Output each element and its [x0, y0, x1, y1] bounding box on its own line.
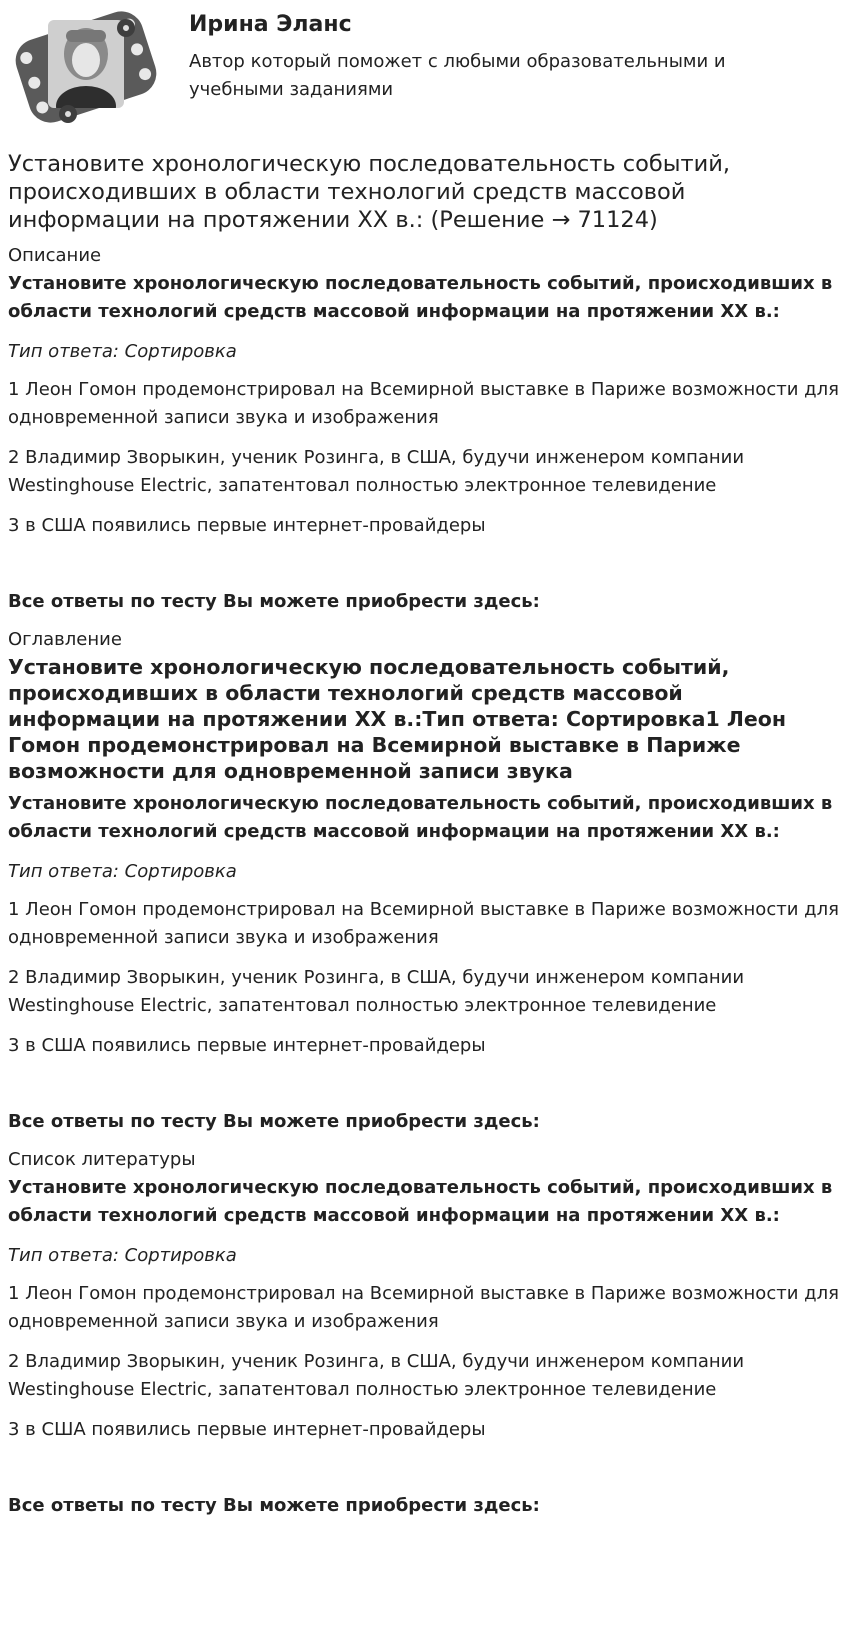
- buy-answers-link[interactable]: Все ответы по тесту Вы можете приобрести здесь:: [8, 591, 540, 612]
- buy-answers-link[interactable]: Все ответы по тесту Вы можете приобрести здесь:: [8, 1111, 540, 1132]
- toc-heading: Установите хронологическую последовательность событий, происходивших в области технологий средств массовой информации на протяжении XX в.:Тип ответа: Сортировка1 Леон Гомон продемонстрировал на Всемирной выставке в Париже возможности для одновременной записи звука: [8, 655, 787, 783]
- buy-answers-link[interactable]: Все ответы по тесту Вы можете приобрести здесь:: [8, 1495, 540, 1516]
- answer-item: 3 в США появились первые интернет-провайдеры: [8, 1035, 486, 1056]
- author-description: Автор который поможет с любыми образовательными и учебными заданиями: [189, 51, 726, 100]
- author-name[interactable]: Ирина Эланс: [189, 12, 352, 37]
- question-text: Установите хронологическую последовательность событий, происходивших в области технологий средств массовой информации на протяжении XX в.:: [8, 793, 833, 842]
- answer-item: 2 Владимир Зворыкин, ученик Розинга, в США, будучи инженером компании Westinghouse Electric, запатентовал полностью электронное телевидение: [8, 1351, 745, 1400]
- answer-item: 2 Владимир Зворыкин, ученик Розинга, в США, будучи инженером компании Westinghouse Electric, запатентовал полностью электронное телевидение: [8, 447, 745, 496]
- answer-item: 3 в США появились первые интернет-провайдеры: [8, 1419, 486, 1440]
- answer-item: 1 Леон Гомон продемонстрировал на Всемирной выставке в Париже возможности для одновременной записи звука и изображения: [8, 1283, 839, 1332]
- answer-type: Тип ответа: Сортировка: [8, 341, 237, 362]
- answer-item: 1 Леон Гомон продемонстрировал на Всемирной выставке в Париже возможности для одновременной записи звука и изображения: [8, 379, 839, 428]
- answer-item: 1 Леон Гомон продемонстрировал на Всемирной выставке в Париже возможности для одновременной записи звука и изображения: [8, 899, 839, 948]
- answer-item: 3 в США появились первые интернет-провайдеры: [8, 515, 486, 536]
- question-text: Установите хронологическую последовательность событий, происходивших в области технологий средств массовой информации на протяжении XX в.:: [8, 1177, 833, 1226]
- avatar[interactable]: [14, 6, 158, 128]
- answer-type: Тип ответа: Сортировка: [8, 861, 237, 882]
- literature-label: Список литературы: [8, 1149, 196, 1170]
- answer-item: 2 Владимир Зворыкин, ученик Розинга, в США, будучи инженером компании Westinghouse Electric, запатентовал полностью электронное телевидение: [8, 967, 745, 1016]
- question-text: Установите хронологическую последовательность событий, происходивших в области технологий средств массовой информации на протяжении XX в.:: [8, 273, 833, 322]
- answer-type: Тип ответа: Сортировка: [8, 1245, 237, 1266]
- page-title: Установите хронологическую последовательность событий, происходивших в области технологий средств массовой информации на протяжении XX в.: (Решение → 71124): [8, 151, 731, 233]
- author-card: [8, 0, 839, 136]
- toc-label: Оглавление: [8, 629, 122, 650]
- description-label: Описание: [8, 245, 102, 266]
- film-reel-avatar-icon: [14, 6, 158, 128]
